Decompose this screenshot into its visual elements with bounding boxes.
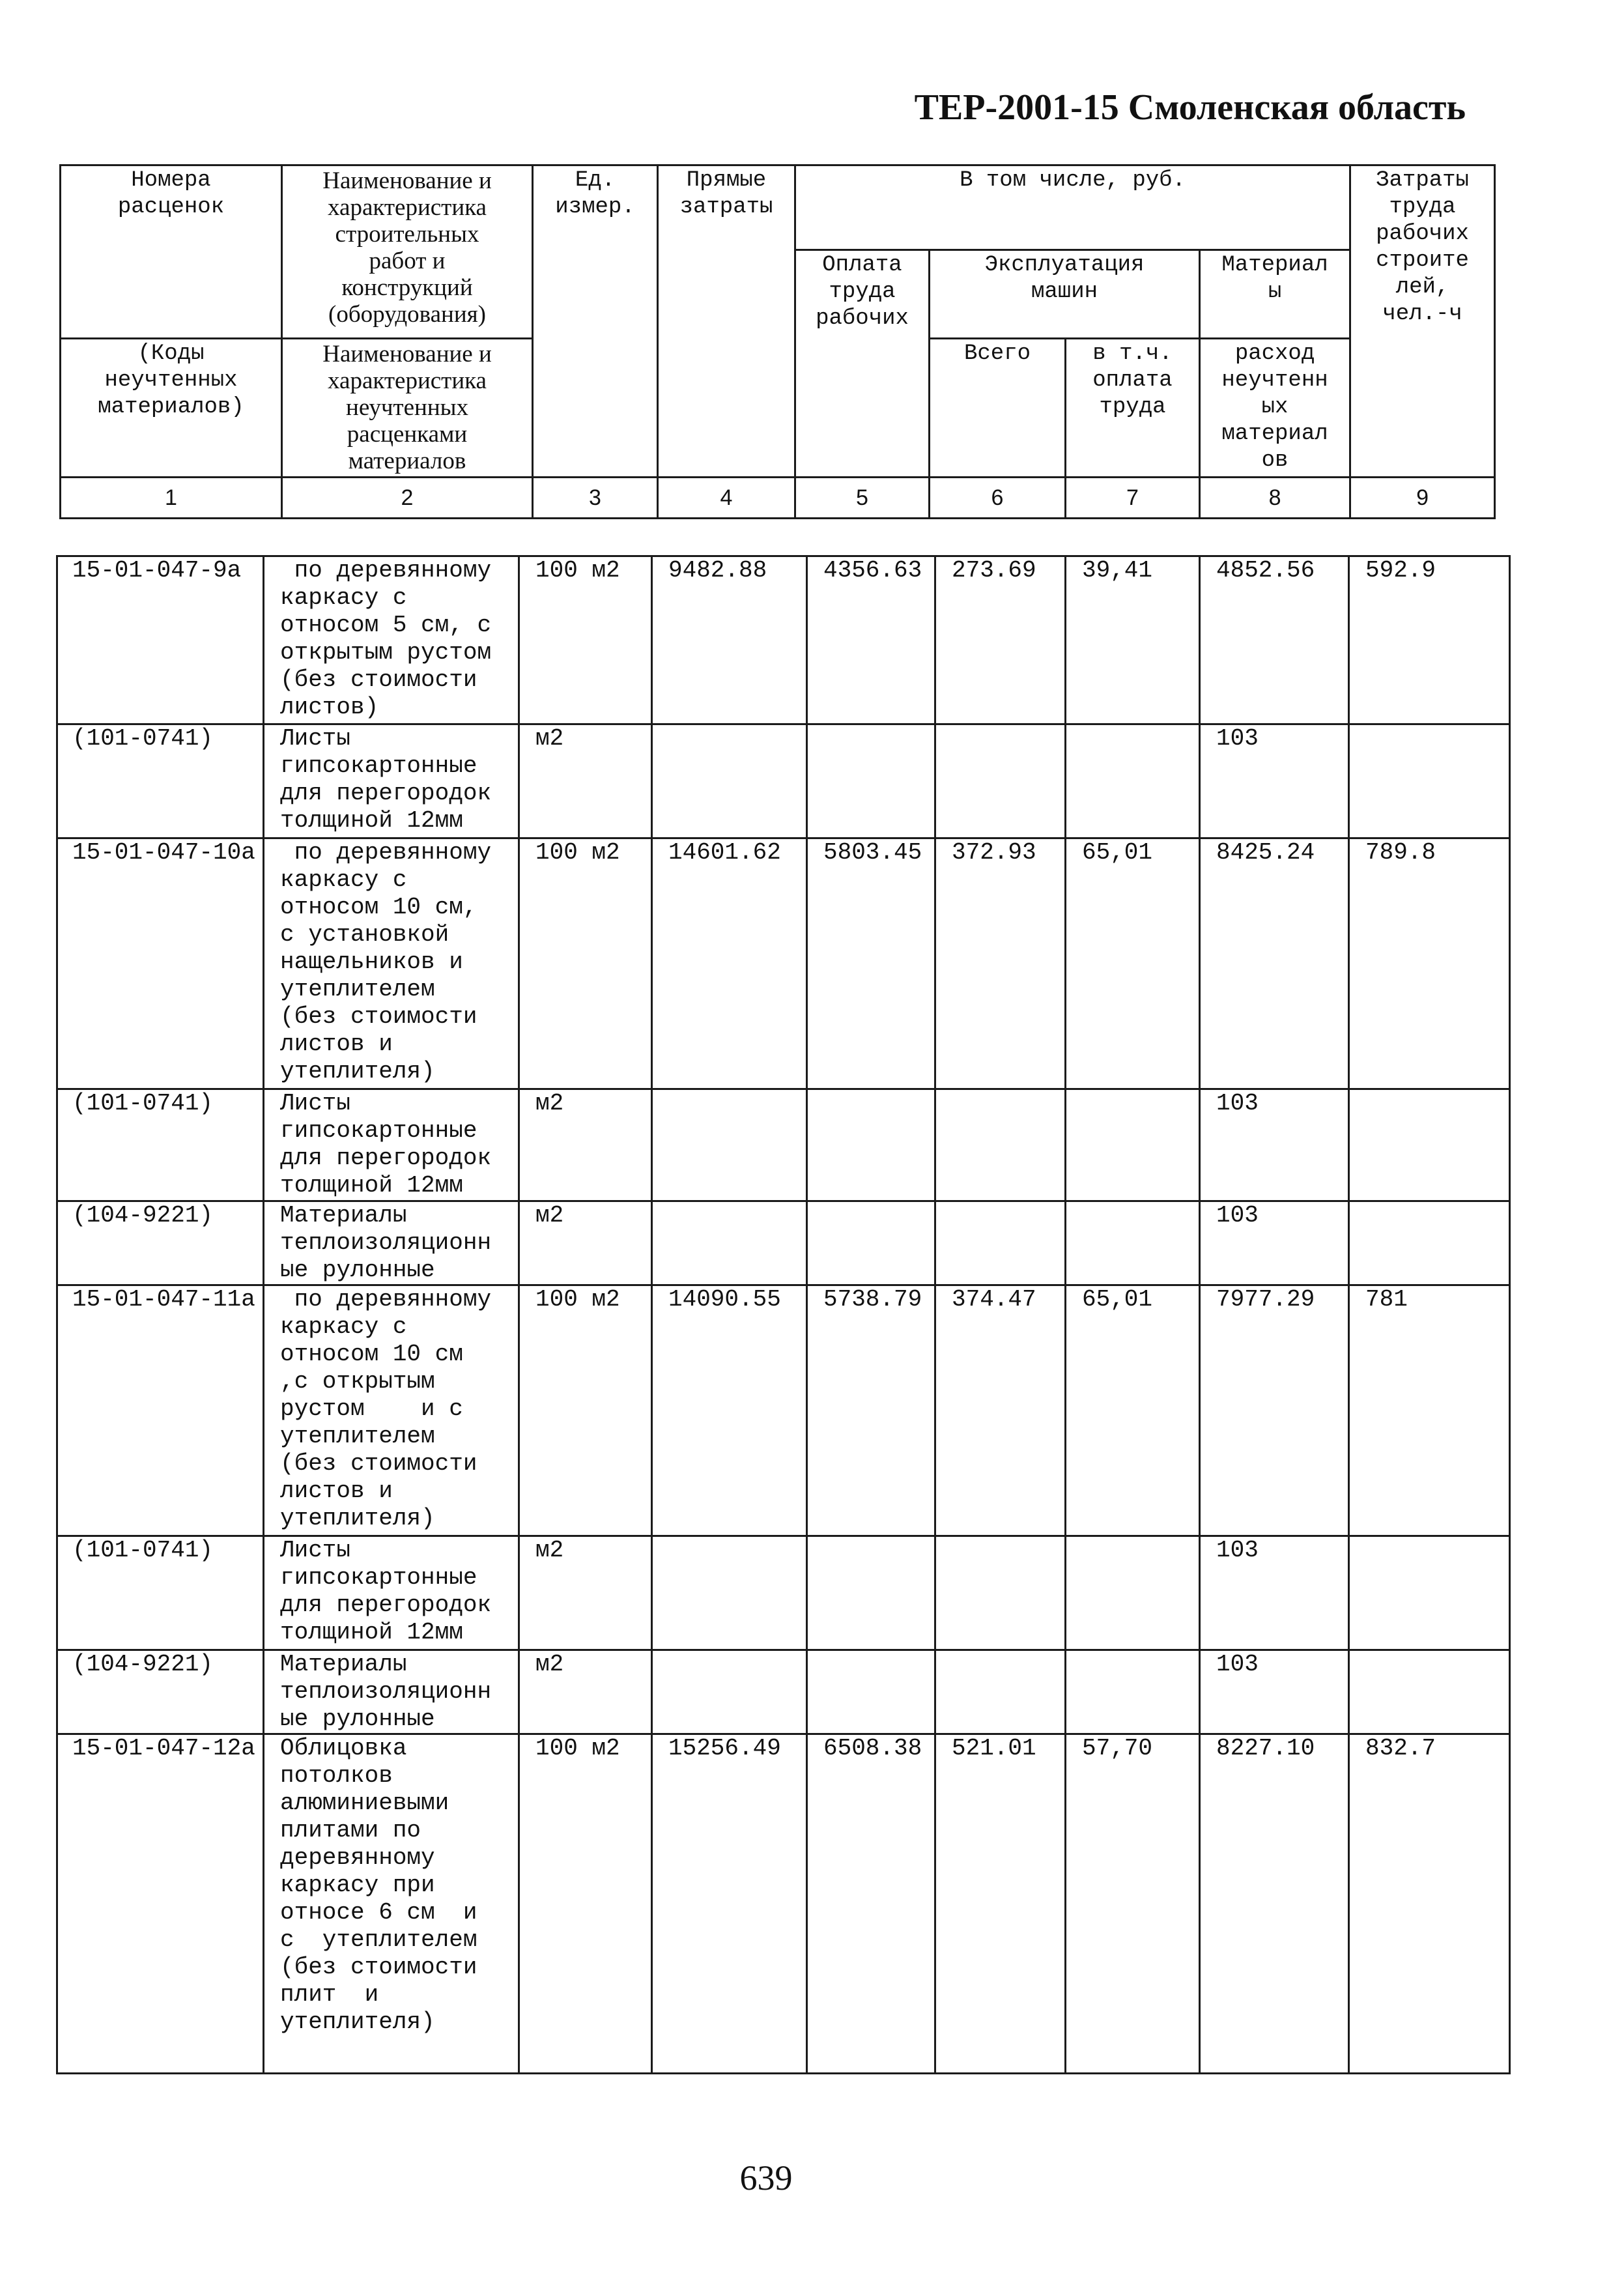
direct-cost: 14601.62 — [652, 838, 807, 1089]
rate-code: 15-01-047-11а — [57, 1285, 264, 1536]
work-name: по деревянному каркасу с относом 5 см, с открытым рустом (без стоимости листов) — [264, 556, 519, 724]
material-consumption: 103 — [1200, 1201, 1349, 1285]
material-consumption: 103 — [1200, 1089, 1349, 1201]
machine-cost: 521.01 — [935, 1734, 1066, 2074]
machine-cost: 273.69 — [935, 556, 1066, 724]
material-code: (104-9221) — [57, 1650, 264, 1734]
unit: 100 м2 — [519, 1285, 652, 1536]
machine-labor-cost — [1066, 724, 1200, 838]
machine-cost — [935, 1201, 1066, 1285]
material-consumption: 103 — [1200, 724, 1349, 838]
header-direct-cost: Прямые затраты — [658, 165, 795, 478]
header-work-name: Наименование и характеристика строительных работ и конструкций (оборудования) — [282, 165, 533, 339]
unit: м2 — [519, 1650, 652, 1734]
header-materials: Материал ы — [1200, 250, 1350, 339]
labor-hours — [1349, 1536, 1510, 1650]
work-name: по деревянному каркасу с относом 10 см ,с открытым рустом и с утеплителем (без стоимости листов и утеплителя) — [264, 1285, 519, 1536]
unit: м2 — [519, 1201, 652, 1285]
rate-code: 15-01-047-12а — [57, 1734, 264, 2074]
material-code: (101-0741) — [57, 1089, 264, 1201]
header-machine-total: Всего — [930, 339, 1066, 478]
labor-cost: 5803.45 — [807, 838, 935, 1089]
machine-labor-cost — [1066, 1201, 1200, 1285]
direct-cost: 15256.49 — [652, 1734, 807, 2074]
labor-cost: 4356.63 — [807, 556, 935, 724]
table-row — [57, 838, 1510, 1089]
rate-code: 15-01-047-10а — [57, 838, 264, 1089]
header-labor-hours: Затраты труда рабочих строите лей, чел.-ч — [1350, 165, 1495, 478]
material-cost: 4852.56 — [1200, 556, 1349, 724]
table-row — [57, 556, 1510, 724]
direct-cost: 14090.55 — [652, 1285, 807, 1536]
machine-cost — [935, 1650, 1066, 1734]
machine-cost — [935, 1089, 1066, 1201]
unit: м2 — [519, 724, 652, 838]
material-consumption: 103 — [1200, 1650, 1349, 1734]
table-row — [57, 1285, 1510, 1536]
unit: м2 — [519, 1536, 652, 1650]
material-name: Материалы теплоизоляционн ые рулонные — [264, 1650, 519, 1734]
header-labor-pay: Оплата труда рабочих — [795, 250, 930, 478]
header-unfactored-materials-name: Наименование и характеристика неучтенных расценками материалов — [282, 339, 533, 478]
labor-hours — [1349, 724, 1510, 838]
direct-cost — [652, 1201, 807, 1285]
column-number: 5 — [795, 478, 930, 519]
column-number: 8 — [1200, 478, 1350, 519]
material-code: (101-0741) — [57, 1536, 264, 1650]
material-cost: 8425.24 — [1200, 838, 1349, 1089]
table-row — [57, 1650, 1510, 1734]
direct-cost — [652, 1089, 807, 1201]
unit: м2 — [519, 1089, 652, 1201]
machine-cost: 374.47 — [935, 1285, 1066, 1536]
header-material-codes: (Коды неучтенных материалов) — [61, 339, 282, 478]
labor-hours: 781 — [1349, 1285, 1510, 1536]
labor-hours — [1349, 1650, 1510, 1734]
header-table — [59, 164, 1496, 519]
machine-labor-cost: 39,41 — [1066, 556, 1200, 724]
column-number: 1 — [61, 478, 282, 519]
column-number: 2 — [282, 478, 533, 519]
header-machine-labor: в т.ч. оплата труда — [1066, 339, 1200, 478]
direct-cost — [652, 724, 807, 838]
page-title: ТЕР-2001-15 Смоленская область — [914, 87, 1466, 128]
labor-hours — [1349, 1089, 1510, 1201]
labor-hours: 592.9 — [1349, 556, 1510, 724]
header-unit: Ед. измер. — [533, 165, 658, 478]
work-name: по деревянному каркасу с относом 10 см, с установкой нащельников и утеплителем (без стоимости листов и утеплителя) — [264, 838, 519, 1089]
labor-hours: 789.8 — [1349, 838, 1510, 1089]
work-name: Облицовка потолков алюминиевыми плитами по деревянному каркасу при относе 6 см и с утеплителем (без стоимости плит и утеплителя) — [264, 1734, 519, 2074]
page-number: 639 — [739, 2158, 793, 2197]
material-name: Листы гипсокартонные для перегородок толщиной 12мм — [264, 724, 519, 838]
labor-cost — [807, 724, 935, 838]
header-rate-numbers: Номера расценок — [61, 165, 282, 339]
unit: 100 м2 — [519, 1734, 652, 2074]
labor-cost — [807, 1089, 935, 1201]
labor-hours — [1349, 1201, 1510, 1285]
direct-cost: 9482.88 — [652, 556, 807, 724]
rates-table — [56, 555, 1511, 2074]
column-number: 7 — [1066, 478, 1200, 519]
table-row — [57, 1536, 1510, 1650]
material-name: Материалы теплоизоляционн ые рулонные — [264, 1201, 519, 1285]
column-number: 4 — [658, 478, 795, 519]
machine-labor-cost — [1066, 1650, 1200, 1734]
unit: 100 м2 — [519, 838, 652, 1089]
machine-cost — [935, 1536, 1066, 1650]
header-machine-operation: Эксплуатация машин — [930, 250, 1200, 339]
labor-cost: 6508.38 — [807, 1734, 935, 2074]
material-cost: 8227.10 — [1200, 1734, 1349, 2074]
column-number: 9 — [1350, 478, 1495, 519]
unit: 100 м2 — [519, 556, 652, 724]
rate-code: 15-01-047-9а — [57, 556, 264, 724]
machine-cost — [935, 724, 1066, 838]
machine-labor-cost: 57,70 — [1066, 1734, 1200, 2074]
labor-cost — [807, 1201, 935, 1285]
labor-cost — [807, 1536, 935, 1650]
labor-hours: 832.7 — [1349, 1734, 1510, 2074]
machine-labor-cost — [1066, 1536, 1200, 1650]
material-name: Листы гипсокартонные для перегородок толщиной 12мм — [264, 1089, 519, 1201]
header-including-group: В том числе, руб. — [795, 165, 1350, 250]
material-code: (104-9221) — [57, 1201, 264, 1285]
material-cost: 7977.29 — [1200, 1285, 1349, 1536]
header-material-consumption: расход неучтенн ых материал ов — [1200, 339, 1350, 478]
direct-cost — [652, 1650, 807, 1734]
column-number: 6 — [930, 478, 1066, 519]
machine-labor-cost: 65,01 — [1066, 1285, 1200, 1536]
labor-cost: 5738.79 — [807, 1285, 935, 1536]
material-code: (101-0741) — [57, 724, 264, 838]
material-name: Листы гипсокартонные для перегородок толщиной 12мм — [264, 1536, 519, 1650]
labor-cost — [807, 1650, 935, 1734]
table-row — [57, 724, 1510, 838]
table-row — [57, 1734, 1510, 2074]
table-row — [57, 1201, 1510, 1285]
machine-cost: 372.93 — [935, 838, 1066, 1089]
material-consumption: 103 — [1200, 1536, 1349, 1650]
machine-labor-cost — [1066, 1089, 1200, 1201]
machine-labor-cost: 65,01 — [1066, 838, 1200, 1089]
table-row — [57, 1089, 1510, 1201]
direct-cost — [652, 1536, 807, 1650]
column-number: 3 — [533, 478, 658, 519]
